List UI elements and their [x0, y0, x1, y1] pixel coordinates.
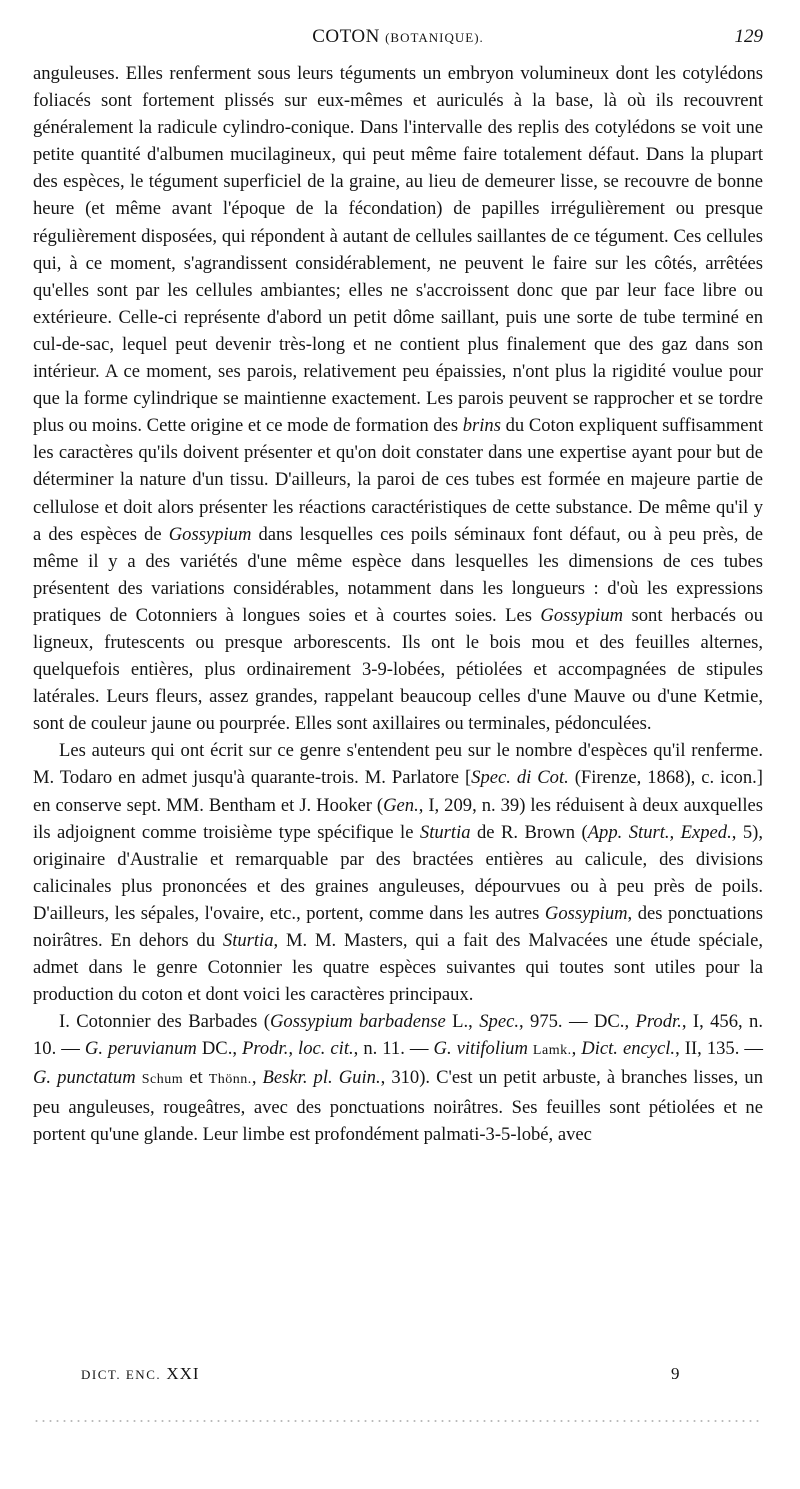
text-run: , 975. — DC.,: [518, 1011, 636, 1033]
text-run: L.,: [445, 1011, 480, 1033]
italic-term: Sturtia: [419, 821, 471, 843]
running-head: [33, 26, 763, 60]
italic-citation: Dict. encycl.: [581, 1038, 676, 1060]
paragraph-1: [33, 60, 763, 737]
italic-term: G. peruvianum: [84, 1038, 197, 1060]
italic-citation: Prodr., loc. cit.: [242, 1038, 354, 1060]
italic-term: brins: [462, 415, 501, 437]
italic-citation: Gen.: [383, 794, 419, 816]
italic-citation: Spec. di Cot.: [471, 767, 569, 789]
text-run: dans lesquelles ces poils séminaux font défaut, ou à peu près, de même il y a des variétés d'une même espèce dans lesquelles les dimensions de ces tubes présentent des variations considérables, notamment dans les longueurs : d'où les expressions pratiques de Cotonniers à longues soies et à courtes soies. Les: [33, 523, 763, 626]
signature-volume: XXI: [166, 1364, 200, 1383]
italic-citation: Beskr. pl. Guin.: [262, 1067, 381, 1089]
body-text: [33, 60, 763, 1148]
text-run: (Firenze, 1868), c. icon.] en conserve sept. MM. Bentham et J. Hooker (: [33, 767, 763, 816]
italic-term: Gossypium: [168, 523, 252, 545]
italic-term: G. vitifolium: [433, 1038, 528, 1060]
text-run: ,: [571, 1038, 582, 1060]
running-title-sub: (BOTANIQUE).: [385, 30, 484, 45]
text-run: I. Cotonnier des Barbades (: [59, 1011, 270, 1033]
italic-citation: App. Sturt., Exped.: [587, 821, 732, 843]
text-run: , II, 135. —: [675, 1038, 763, 1060]
page-number: 129: [734, 26, 763, 47]
printer-signature: [81, 1364, 200, 1384]
text-run: , 5), originaire d'Australie et remarquable par des bractées entières au calicule, des divisions calicinales plus prononcées et des graines anguleuses, dépourvues ou à peu près de poils. D'ailleurs, les sépales, l'ovaire, etc., portent, comme dans les autres: [33, 821, 763, 924]
text-run: , I, 209, n. 39) les réduisent à deux auxquelles ils adjoignent comme troisième type spécifique le: [33, 794, 763, 843]
text-run: et: [183, 1067, 209, 1089]
page: [33, 26, 763, 1148]
italic-term: G. punctatum: [33, 1067, 136, 1089]
text-run: sont herbacés ou ligneux, frutescents ou presque arborescents. Ils ont le bois mou et des feuilles alternes, quelquefois entières, plus ordinairement 3-9-lobées, pétiolées et accompagnées de stipules latérales. Leurs fleurs, assez grandes, rappelant beaucoup celles d'une Mauve ou d'une Ketmie, sont de couleur jaune ou pourprée. Elles sont axillaires ou terminales, pédonculées.: [33, 604, 763, 735]
italic-term: Gossypium barbadense: [269, 1011, 446, 1033]
italic-citation: Prodr.: [635, 1011, 682, 1033]
text-run: Les auteurs qui ont écrit sur ce genre s'entendent peu sur le nombre d'espèces qu'il renferme. M. Todaro en admet jusqu'à quarante-trois. M. Parlatore [: [33, 740, 763, 789]
italic-term: Gossypium: [540, 604, 624, 626]
text-run: , I, 456, n. 10. —: [33, 1011, 763, 1060]
page-footer: [33, 1364, 763, 1394]
author-name: Lamk.: [532, 1043, 572, 1059]
running-title-main: COTON: [312, 26, 380, 47]
signature-number: 9: [671, 1364, 680, 1383]
text-run: , M. M. Masters, qui a fait des Malvacées une étude spéciale, admet dans le genre Cotonnier les quatre espèces suivantes qui toutes sont utiles pour la production du coton et dont voici les caractères principaux.: [33, 930, 763, 1006]
text-run: du Coton expliquent suffisamment les caractères qu'ils doivent présenter et qu'on doit constater dans une expertise ayant pour but de déterminer la nature d'un tissu. D'ailleurs, la paroi de ces tubes est formée en majeure partie de cellulose et doit alors présenter les réactions caractéristiques de cette substance. De même qu'il y a des espèces de: [33, 415, 763, 545]
running-title: [33, 26, 763, 48]
text-run: , 310). C'est un petit arbuste, à branches lisses, un peu anguleuses, rougeâtres, avec des ponctuations noirâtres. Ses feuilles sont pétiolées et ne portent qu'une glande. Leur limbe est profondément palmati-3-5-lobé, avec: [33, 1067, 763, 1145]
text-run: , des ponctuations noirâtres. En dehors du: [33, 902, 763, 951]
text-run: DC.,: [196, 1038, 243, 1060]
text-run: ,: [251, 1067, 263, 1089]
italic-citation: Spec.: [479, 1011, 519, 1033]
signature-prefix: DICT. ENC.: [81, 1367, 162, 1382]
italic-term: Gossypium: [544, 902, 628, 924]
paragraph-3: [33, 1008, 763, 1147]
italic-term: Sturtia: [222, 930, 274, 951]
text-run: anguleuses. Elles renferment sous leurs téguments un embryon volumineux dont les cotylédons foliacés sont fortement plissés sur eux-mêmes et auriculés à la base, là où ils recouvrent généralement la radicule cylindro-conique. Dans l'intervalle des replis des cotylédons se voit une petite quantité d'albumen mucilagineux, qui peut même faire totalement défaut. Dans la plupart des espèces, le tégument superficiel de la graine, au lieu de demeurer lisse, se recouvre de bonne heure (et même avant l'époque de la fécondation) de papilles irrégulièrement ou presque régulièrement disposées, qui répondent à autant de cellules saillantes de ce tégument. Ces cellules qui, à ce moment, s'agrandissent considérablement, ne peuvent le faire sur les côtés, arrêtées qu'elles sont par les cellules ambiantes; elles ne s'accroissent donc que par leur face libre ou extérieure. Celle-ci représente d'abord un petit dôme saillant, puis une sorte de tube terminé en cul-de-sac, lequel peut devenir très-long et ne contient plus finalement que des gaz dans son intérieur. A ce moment, ses parois, relativement peu épaissies, n'ont plus la rigidité voulue pour que la forme cylindrique se maintienne exactement. Les parois peuvent se rapprocher et se tordre plus ou moins. Cette origine et ce mode de formation des: [33, 63, 763, 437]
paragraph-2: [33, 737, 763, 1008]
text-run: de R. Brown (: [470, 821, 588, 843]
author-name: Thönn.: [208, 1072, 252, 1088]
author-name: Schum: [141, 1072, 184, 1088]
text-run: , n. 11. —: [353, 1038, 434, 1060]
dotted-rule: [33, 1420, 763, 1422]
